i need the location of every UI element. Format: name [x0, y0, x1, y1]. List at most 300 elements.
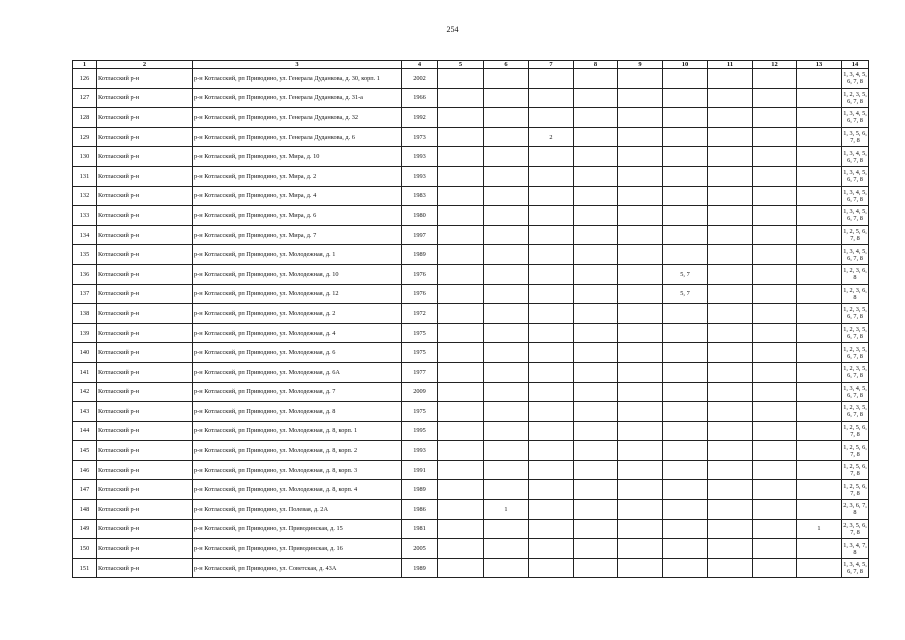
col14-cell: 1, 3, 4, 5, 6, 7, 8 [842, 147, 869, 167]
district-cell: Котласский р-н [97, 245, 193, 265]
col6-cell [484, 166, 529, 186]
address-cell: р-н Котласский, рп Приводино, ул. Молодежная, д. 8, корп. 1 [193, 421, 402, 441]
col9-cell [618, 264, 663, 284]
column-header-6: 6 [484, 61, 529, 69]
row-number: 137 [73, 284, 97, 304]
address-cell: р-н Котласский, рп Приводино, ул. Молодежная, д. 6А [193, 362, 402, 382]
col13-cell [797, 362, 842, 382]
col10-cell [663, 441, 708, 461]
district-cell: Котласский р-н [97, 519, 193, 539]
address-cell: р-н Котласский, рп Приводино, ул. Генерала Дуданкова, д. 31-а [193, 88, 402, 108]
year-cell: 1980 [402, 206, 438, 226]
col12-cell [753, 500, 797, 520]
col5-cell [438, 480, 484, 500]
address-cell: р-н Котласский, рп Приводино, ул. Мира, д. 7 [193, 225, 402, 245]
header-row [73, 61, 869, 69]
col8-cell [574, 264, 618, 284]
col14-cell: 1, 3, 4, 5, 6, 7, 8 [842, 206, 869, 226]
col14-cell: 1, 3, 4, 5, 6, 7, 8 [842, 558, 869, 578]
col11-cell [708, 460, 753, 480]
col13-cell [797, 127, 842, 147]
col8-cell [574, 127, 618, 147]
table-row [73, 108, 869, 128]
col9-cell [618, 304, 663, 324]
year-cell: 1972 [402, 304, 438, 324]
col5-cell [438, 147, 484, 167]
col5-cell [438, 362, 484, 382]
col8-cell [574, 284, 618, 304]
address-cell: р-н Котласский, рп Приводино, ул. Молодежная, д. 1 [193, 245, 402, 265]
col13-cell [797, 206, 842, 226]
col11-cell [708, 441, 753, 461]
col12-cell [753, 362, 797, 382]
col9-cell [618, 147, 663, 167]
year-cell: 1993 [402, 441, 438, 461]
col13-cell [797, 558, 842, 578]
district-cell: Котласский р-н [97, 264, 193, 284]
table-row [73, 441, 869, 461]
col7-cell [529, 186, 574, 206]
table-row [73, 323, 869, 343]
table-row [73, 284, 869, 304]
col12-cell [753, 460, 797, 480]
col14-cell: 1, 2, 3, 5, 6, 7, 8 [842, 88, 869, 108]
table-body [73, 69, 869, 578]
col5-cell [438, 264, 484, 284]
district-cell: Котласский р-н [97, 284, 193, 304]
col9-cell [618, 362, 663, 382]
col8-cell [574, 480, 618, 500]
row-number: 142 [73, 382, 97, 402]
col6-cell [484, 147, 529, 167]
col6-cell [484, 539, 529, 559]
column-header-11: 11 [708, 61, 753, 69]
column-header-9: 9 [618, 61, 663, 69]
col6-cell [484, 284, 529, 304]
col7-cell [529, 264, 574, 284]
col12-cell [753, 166, 797, 186]
col14-cell: 1, 3, 4, 7, 8 [842, 539, 869, 559]
year-cell: 1989 [402, 480, 438, 500]
row-number: 131 [73, 166, 97, 186]
year-cell: 1983 [402, 186, 438, 206]
col9-cell [618, 186, 663, 206]
col10-cell: 5, 7 [663, 284, 708, 304]
col7-cell [529, 500, 574, 520]
address-cell: р-н Котласский, рп Приводино, ул. Мира, д. 10 [193, 147, 402, 167]
col9-cell [618, 558, 663, 578]
col14-cell: 2, 3, 5, 6, 7, 8 [842, 519, 869, 539]
col6-cell [484, 480, 529, 500]
col11-cell [708, 225, 753, 245]
row-number: 151 [73, 558, 97, 578]
district-cell: Котласский р-н [97, 225, 193, 245]
table-row [73, 127, 869, 147]
col9-cell [618, 421, 663, 441]
col9-cell [618, 127, 663, 147]
col9-cell [618, 284, 663, 304]
col8-cell [574, 206, 618, 226]
table-row [73, 382, 869, 402]
table-row [73, 343, 869, 363]
row-number: 134 [73, 225, 97, 245]
col9-cell [618, 88, 663, 108]
col10-cell [663, 245, 708, 265]
col8-cell [574, 245, 618, 265]
table-row [73, 88, 869, 108]
table-row [73, 147, 869, 167]
table-row [73, 166, 869, 186]
col7-cell [529, 460, 574, 480]
col7-cell [529, 225, 574, 245]
col6-cell [484, 186, 529, 206]
address-cell: р-н Котласский, рп Приводино, ул. Молодежная, д. 6 [193, 343, 402, 363]
col5-cell [438, 539, 484, 559]
col10-cell [663, 186, 708, 206]
col14-cell: 1, 2, 5, 6, 7, 8 [842, 421, 869, 441]
year-cell: 1989 [402, 245, 438, 265]
col9-cell [618, 108, 663, 128]
table-row [73, 402, 869, 422]
col14-cell: 1, 3, 4, 5, 6, 7, 8 [842, 245, 869, 265]
col13-cell [797, 480, 842, 500]
col11-cell [708, 421, 753, 441]
col12-cell [753, 323, 797, 343]
col11-cell [708, 245, 753, 265]
col14-cell: 1, 2, 3, 5, 6, 7, 8 [842, 402, 869, 422]
col9-cell [618, 323, 663, 343]
col5-cell [438, 186, 484, 206]
col14-cell: 1, 2, 3, 5, 6, 7, 8 [842, 304, 869, 324]
col9-cell [618, 245, 663, 265]
column-header-14: 14 [842, 61, 869, 69]
col12-cell [753, 147, 797, 167]
col5-cell [438, 441, 484, 461]
col12-cell [753, 186, 797, 206]
table-row [73, 500, 869, 520]
col8-cell [574, 539, 618, 559]
table-row [73, 206, 869, 226]
column-header-5: 5 [438, 61, 484, 69]
col11-cell [708, 382, 753, 402]
col13-cell [797, 460, 842, 480]
col9-cell [618, 500, 663, 520]
col5-cell [438, 284, 484, 304]
row-number: 143 [73, 402, 97, 422]
col8-cell [574, 441, 618, 461]
col6-cell [484, 88, 529, 108]
col11-cell [708, 88, 753, 108]
district-cell: Котласский р-н [97, 108, 193, 128]
col10-cell [663, 225, 708, 245]
table-row [73, 519, 869, 539]
col14-cell: 1, 2, 5, 6, 7, 8 [842, 225, 869, 245]
col12-cell [753, 519, 797, 539]
col5-cell [438, 69, 484, 89]
address-cell: р-н Котласский, рп Приводино, ул. Приводинская, д. 15 [193, 519, 402, 539]
column-header-10: 10 [663, 61, 708, 69]
col8-cell [574, 343, 618, 363]
col9-cell [618, 166, 663, 186]
col10-cell [663, 343, 708, 363]
col11-cell [708, 480, 753, 500]
col8-cell [574, 304, 618, 324]
col14-cell: 1, 3, 4, 5, 6, 7, 8 [842, 108, 869, 128]
col13-cell [797, 147, 842, 167]
col11-cell [708, 500, 753, 520]
col13-cell [797, 225, 842, 245]
table-row [73, 421, 869, 441]
col11-cell [708, 108, 753, 128]
col10-cell [663, 500, 708, 520]
district-cell: Котласский р-н [97, 304, 193, 324]
col14-cell: 1, 2, 5, 6, 7, 8 [842, 460, 869, 480]
address-cell: р-н Котласский, рп Приводино, ул. Молодежная, д. 12 [193, 284, 402, 304]
address-cell: р-н Котласский, рп Приводино, ул. Молодежная, д. 2 [193, 304, 402, 324]
col7-cell [529, 441, 574, 461]
page-number: 254 [446, 25, 459, 34]
col9-cell [618, 69, 663, 89]
col14-cell: 1, 3, 4, 5, 6, 7, 8 [842, 69, 869, 89]
col12-cell [753, 108, 797, 128]
row-number: 140 [73, 343, 97, 363]
col5-cell [438, 519, 484, 539]
col7-cell [529, 519, 574, 539]
column-header-3: 3 [193, 61, 402, 69]
col14-cell: 1, 3, 4, 5, 6, 7, 8 [842, 186, 869, 206]
col13-cell [797, 88, 842, 108]
col11-cell [708, 539, 753, 559]
col14-cell: 1, 2, 5, 6, 7, 8 [842, 480, 869, 500]
year-cell: 1989 [402, 558, 438, 578]
col10-cell [663, 421, 708, 441]
column-header-12: 12 [753, 61, 797, 69]
col6-cell [484, 304, 529, 324]
col13-cell [797, 421, 842, 441]
row-number: 126 [73, 69, 97, 89]
col10-cell [663, 519, 708, 539]
col5-cell [438, 304, 484, 324]
col12-cell [753, 421, 797, 441]
col10-cell [663, 460, 708, 480]
district-cell: Котласский р-н [97, 402, 193, 422]
col6-cell [484, 69, 529, 89]
col8-cell [574, 402, 618, 422]
col10-cell [663, 402, 708, 422]
col11-cell [708, 69, 753, 89]
col5-cell [438, 245, 484, 265]
col11-cell [708, 304, 753, 324]
table-row [73, 539, 869, 559]
col11-cell [708, 343, 753, 363]
col12-cell [753, 402, 797, 422]
col6-cell [484, 441, 529, 461]
address-cell: р-н Котласский, рп Приводино, ул. Генерала Дуданкова, д. 30, корп. 1 [193, 69, 402, 89]
table-row [73, 558, 869, 578]
col5-cell [438, 127, 484, 147]
table-row [73, 225, 869, 245]
year-cell: 1966 [402, 88, 438, 108]
address-cell: р-н Котласский, рп Приводино, ул. Приводинская, д. 16 [193, 539, 402, 559]
col12-cell [753, 284, 797, 304]
col9-cell [618, 480, 663, 500]
col8-cell [574, 108, 618, 128]
year-cell: 2002 [402, 69, 438, 89]
col11-cell [708, 402, 753, 422]
district-cell: Котласский р-н [97, 323, 193, 343]
address-cell: р-н Котласский, рп Приводино, ул. Генерала Дуданкова, д. 6 [193, 127, 402, 147]
district-cell: Котласский р-н [97, 127, 193, 147]
district-cell: Котласский р-н [97, 166, 193, 186]
year-cell: 1993 [402, 147, 438, 167]
row-number: 128 [73, 108, 97, 128]
district-cell: Котласский р-н [97, 206, 193, 226]
col5-cell [438, 558, 484, 578]
row-number: 127 [73, 88, 97, 108]
year-cell: 1993 [402, 166, 438, 186]
col12-cell [753, 206, 797, 226]
row-number: 148 [73, 500, 97, 520]
year-cell: 2009 [402, 382, 438, 402]
col10-cell [663, 480, 708, 500]
year-cell: 1973 [402, 127, 438, 147]
col7-cell: 2 [529, 127, 574, 147]
year-cell: 1981 [402, 519, 438, 539]
district-cell: Котласский р-н [97, 186, 193, 206]
col6-cell [484, 519, 529, 539]
col12-cell [753, 441, 797, 461]
col11-cell [708, 323, 753, 343]
row-number: 136 [73, 264, 97, 284]
col10-cell: 5, 7 [663, 264, 708, 284]
address-cell: р-н Котласский, рп Приводино, ул. Мира, д. 4 [193, 186, 402, 206]
year-cell: 1991 [402, 460, 438, 480]
col7-cell [529, 69, 574, 89]
col5-cell [438, 343, 484, 363]
col6-cell [484, 264, 529, 284]
col13-cell [797, 323, 842, 343]
col13-cell [797, 441, 842, 461]
col8-cell [574, 362, 618, 382]
address-cell: р-н Котласский, рп Приводино, ул. Молодежная, д. 8, корп. 2 [193, 441, 402, 461]
col7-cell [529, 304, 574, 324]
col6-cell [484, 362, 529, 382]
address-cell: р-н Котласский, рп Приводино, ул. Молодежная, д. 4 [193, 323, 402, 343]
col11-cell [708, 284, 753, 304]
col10-cell [663, 362, 708, 382]
col14-cell: 1, 3, 5, 6, 7, 8 [842, 127, 869, 147]
year-cell: 1986 [402, 500, 438, 520]
col13-cell [797, 245, 842, 265]
col10-cell [663, 108, 708, 128]
col6-cell [484, 382, 529, 402]
table-row [73, 245, 869, 265]
col12-cell [753, 304, 797, 324]
col13-cell [797, 304, 842, 324]
year-cell: 1976 [402, 284, 438, 304]
col5-cell [438, 108, 484, 128]
year-cell: 1977 [402, 362, 438, 382]
col6-cell [484, 421, 529, 441]
col10-cell [663, 304, 708, 324]
address-cell: р-н Котласский, рп Приводино, ул. Мира, д. 2 [193, 166, 402, 186]
col9-cell [618, 441, 663, 461]
row-number: 130 [73, 147, 97, 167]
col9-cell [618, 225, 663, 245]
col7-cell [529, 402, 574, 422]
row-number: 145 [73, 441, 97, 461]
year-cell: 1997 [402, 225, 438, 245]
col8-cell [574, 186, 618, 206]
col11-cell [708, 362, 753, 382]
col7-cell [529, 108, 574, 128]
col11-cell [708, 127, 753, 147]
col6-cell: 1 [484, 500, 529, 520]
col13-cell [797, 284, 842, 304]
district-cell: Котласский р-н [97, 343, 193, 363]
col9-cell [618, 402, 663, 422]
row-number: 147 [73, 480, 97, 500]
column-header-4: 4 [402, 61, 438, 69]
col14-cell: 1, 2, 3, 5, 6, 7, 8 [842, 362, 869, 382]
col6-cell [484, 343, 529, 363]
row-number: 135 [73, 245, 97, 265]
col11-cell [708, 166, 753, 186]
address-cell: р-н Котласский, рп Приводино, ул. Генерала Дуданкова, д. 32 [193, 108, 402, 128]
col5-cell [438, 166, 484, 186]
col8-cell [574, 166, 618, 186]
col7-cell [529, 558, 574, 578]
housing-register-table [72, 60, 869, 578]
col7-cell [529, 480, 574, 500]
table-row [73, 362, 869, 382]
col11-cell [708, 186, 753, 206]
col10-cell [663, 127, 708, 147]
row-number: 139 [73, 323, 97, 343]
col7-cell [529, 362, 574, 382]
col8-cell [574, 519, 618, 539]
col7-cell [529, 245, 574, 265]
address-cell: р-н Котласский, рп Приводино, ул. Мира, д. 6 [193, 206, 402, 226]
col7-cell [529, 323, 574, 343]
address-cell: р-н Котласский, рп Приводино, ул. Советская, д. 43А [193, 558, 402, 578]
col10-cell [663, 323, 708, 343]
row-number: 150 [73, 539, 97, 559]
col13-cell [797, 69, 842, 89]
district-cell: Котласский р-н [97, 382, 193, 402]
year-cell: 1995 [402, 421, 438, 441]
col6-cell [484, 402, 529, 422]
col8-cell [574, 88, 618, 108]
col13-cell [797, 264, 842, 284]
col13-cell [797, 166, 842, 186]
col8-cell [574, 500, 618, 520]
col12-cell [753, 558, 797, 578]
district-cell: Котласский р-н [97, 558, 193, 578]
col6-cell [484, 323, 529, 343]
col6-cell [484, 245, 529, 265]
col6-cell [484, 225, 529, 245]
col10-cell [663, 166, 708, 186]
col14-cell: 1, 3, 4, 5, 6, 7, 8 [842, 382, 869, 402]
col13-cell [797, 539, 842, 559]
district-cell: Котласский р-н [97, 69, 193, 89]
col11-cell [708, 147, 753, 167]
address-cell: р-н Котласский, рп Приводино, ул. Молодежная, д. 8, корп. 4 [193, 480, 402, 500]
column-header-7: 7 [529, 61, 574, 69]
col7-cell [529, 539, 574, 559]
col13-cell [797, 500, 842, 520]
